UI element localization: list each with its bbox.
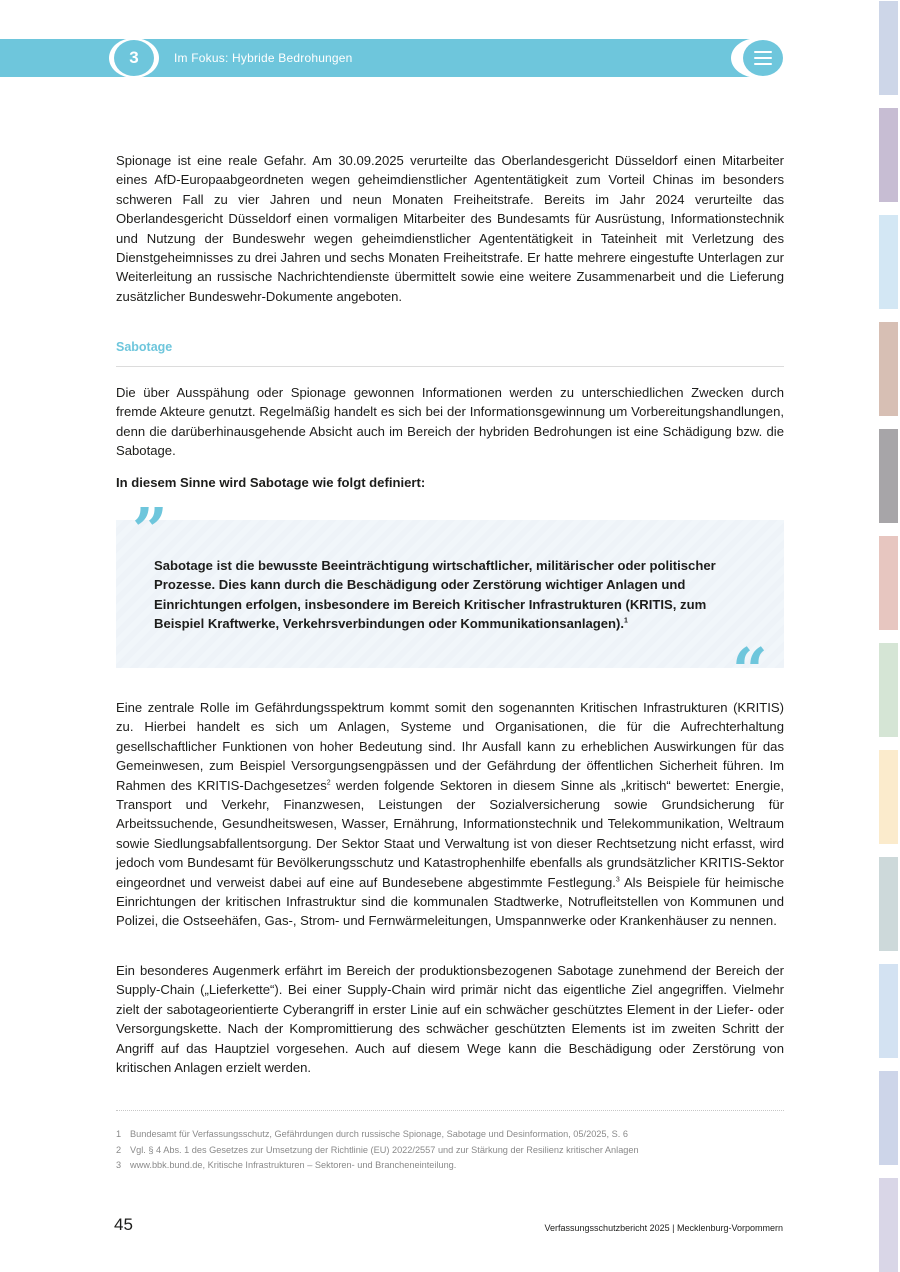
chapter-tab[interactable] <box>879 643 898 737</box>
footnotes <box>116 1127 784 1174</box>
section-heading: Sabotage <box>116 340 173 354</box>
footnote-text: Bundesamt für Verfassungsschutz, Gefährdungen durch russische Spionage, Sabotage und Desinformation, 05/2025, S. 6 <box>130 1129 628 1139</box>
footnote-ref-2[interactable]: 2 <box>326 779 331 787</box>
kritis-text-part: Eine zentrale Rolle im Gefährdungsspektrum kommt somit den sogenannten Kritischen Infrastrukturen (KRITIS) zu. Hierbei handelt es sich um Anlagen, Systeme und Organisationen, die für die Aufrechterhaltung gesellschaftlicher Funktionen von hoher Bedeutung sind. Ihr Ausfall kann zu erheblichen Auswirkungen für das Gemeinwesen, zum Beispiel Versorgungsengpässen und der Gefährdung der öffentlichen Sicherheit führen. Im Rahmen des KRITIS-Dachgesetzes <box>116 700 784 793</box>
chapter-tab[interactable] <box>879 1071 898 1165</box>
kritis-paragraph <box>116 698 784 931</box>
chapter-tab[interactable] <box>879 429 898 523</box>
chapter-tab[interactable] <box>879 964 898 1058</box>
page-number: 45 <box>114 1215 133 1234</box>
footnote-item <box>116 1158 784 1174</box>
chapter-tab[interactable] <box>879 1 898 95</box>
chapter-tab[interactable] <box>879 215 898 309</box>
hamburger-icon-line <box>754 51 772 53</box>
hamburger-icon-line <box>754 57 772 59</box>
footnote-item <box>116 1143 784 1159</box>
hamburger-icon-line <box>754 63 772 65</box>
chapter-tab[interactable] <box>879 857 898 951</box>
footnote-number: 2 <box>116 1144 122 1155</box>
sabotage-paragraph: Die über Ausspähung oder Spionage gewonnen Informationen werden zu unterschiedlichen Zwecken durch fremde Akteure genutzt. Regelmäßig handelt es sich bei der Informationsgewinnung um Vorbereitungshandlungen, denn die darüberhinausgehende Absicht auch im Bereich der hybriden Bedrohungen ist eine Schädigung bzw. die Sabotage. <box>116 385 784 459</box>
quote-open-icon: ” <box>132 494 168 567</box>
footnote-ref-1[interactable]: 1 <box>624 617 628 625</box>
definition-lead-in: In diesem Sinne wird Sabotage wie folgt definiert: <box>116 475 426 490</box>
quote-body: Sabotage ist die bewusste Beeinträchtigung wirtschaftlicher, militärischer oder politischer Prozesse. Dies kann durch die Beschädigung oder Zerstörung wichtiger Anlagen und Einrichtungen erfolgen, insbesondere im Bereich Kritischer Infrastrukturen (KRITIS, zum Beispiel Kraftwerke, Verkehrsverbindungen oder Kommunikationsanlagen). <box>154 558 716 632</box>
footnote-number: 1 <box>116 1129 122 1139</box>
footnote-text[interactable]: www.bbk.bund.de, Kritische Infrastrukturen – Sektoren- und Brancheneinteilung. <box>130 1160 457 1170</box>
kritis-text-part: werden folgende Sektoren in diesem Sinne als „kritisch“ bewertet: Energie, Transport und Verkehr, Finanzwesen, Leistungen der Sozialversicherung sowie Grundsicherung für Arbeitssuchende, Gesundheitswesen, Wasser, Ernährung, Informationstechnik und Telekommunikation, Weltraum sowie Siedlungsabfallentsorgung. Der Sektor Staat und Verwaltung ist von dieser Rechtsetzung nicht erfasst, wird jedoch vom Bundesamt für Bevölkerungsschutz und Katastrophenhilfe ebenfalls als grundsätzlicher KRITIS-Sektor eingeordnet und verweist dabei auf eine auf Bundesebene abgestimmte Festlegung. <box>116 777 784 890</box>
chapter-title: Im Fokus: Hybride Bedrohungen <box>174 51 353 65</box>
footnote-number: 3 <box>116 1160 122 1170</box>
chapter-tab[interactable] <box>879 1178 898 1272</box>
publication-footer: Verfassungsschutzbericht 2025 | Mecklenburg-Vorpommern <box>544 1223 783 1233</box>
chapter-tab[interactable] <box>879 750 898 844</box>
footnote-divider <box>116 1110 784 1111</box>
footnote-text: Vgl. § 4 Abs. 1 des Gesetzes zur Umsetzung der Richtlinie (EU) 2022/2557 und zur Stärkung der Resilienz kritischer Anlagen <box>130 1144 639 1155</box>
chapter-tab[interactable] <box>879 322 898 416</box>
section-divider <box>116 366 784 367</box>
footnote-ref-3[interactable]: 3 <box>615 876 620 884</box>
menu-button[interactable] <box>743 40 783 76</box>
intro-paragraph: Spionage ist eine reale Gefahr. Am 30.09.2025 verurteilte das Oberlandesgericht Düsseldorf einen Mitarbeiter eines AfD-Europaabgeordneten wegen geheimdienstlicher Agententätigkeit zum Vorteil Chinas im besonders schweren Fall zu vier Jahren und neun Monaten Freiheitstrafe. Bereits im Jahr 2024 verurteilte das Oberlandesgericht Düsseldorf einen vormaligen Mitarbeiter des Bundesamts für Ausrüstung, Informationstechnik und Nutzung der Bundeswehr wegen geheimdienstlicher Agententätigkeit in Tateinheit mit Verletzung des Dienstgeheimnisses zu drei Jahren und sechs Monaten Freiheitstrafe. Er hatte mehrere eingestufte Unterlagen zur Weiterleitung an russische Nachrichtendienste übermittelt sowie eine weitere Zusammenarbeit und die Lieferung zusätzlicher Bundeswehr-Dokumente angeboten. <box>116 153 784 304</box>
chapter-number-badge[interactable]: 3 <box>114 40 154 76</box>
chapter-tab[interactable] <box>879 536 898 630</box>
quote-close-icon: “ <box>732 634 768 707</box>
chapter-tab[interactable] <box>879 108 898 202</box>
definition-quote-text <box>154 556 750 634</box>
kritis-text-part: Als Beispiele für heimische Einrichtungen der kritischen Infrastruktur sind die kommunalen Stadtwerke, Notrufleitstellen von Kommunen und Polizei, die Ostseehäfen, Gas-, Strom- und Fernwärmeleitungen, Umspannwerke oder Krankenhäuser zu nennen. <box>116 874 784 929</box>
supply-chain-paragraph: Ein besonderes Augenmerk erfährt im Bereich der produktionsbezogenen Sabotage zunehmend der Bereich der Supply-Chain („Lieferkette“). Bei einer Supply-Chain wird primär nicht das eigentliche Ziel angegriffen. Vielmehr zielt der sabotageorientierte Cyberangriff in erster Linie auf ein schwächer geschütztes Element in der Liefer- oder Versorgungskette. Nach der Kompromittierung des schwächer geschützten Elements ist im zweiten Schritt der Angriff auf das Hauptziel vorgesehen. Auch auf diesem Wege kann die Beschädigung oder Zerstörung von kritischen Anlagen erzielt werden. <box>116 963 784 1076</box>
footnote-item <box>116 1127 784 1143</box>
